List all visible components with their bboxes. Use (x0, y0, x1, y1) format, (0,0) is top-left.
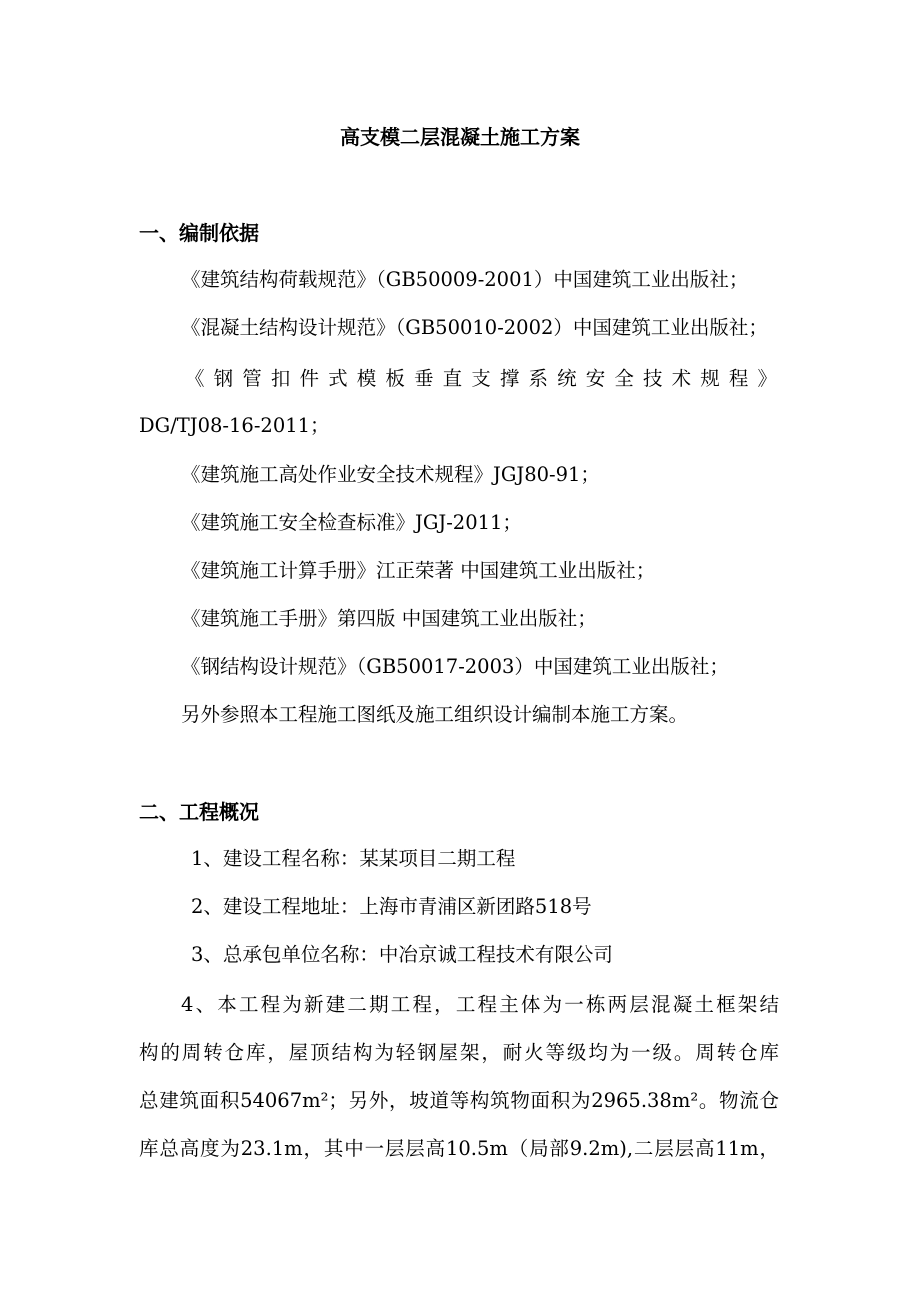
overview-paragraph-line: 4、本工程为新建二期工程，工程主体为一栋两层混凝土框架结 (181, 993, 779, 1016)
reference-line: 《钢管扣件式模板垂直支撑系统安全技术规程》 (185, 367, 777, 390)
section-heading-basis: 一、编制依据 (139, 221, 259, 245)
reference-line: 《建筑施工高处作业安全技术规程》JGJ80-91； (181, 463, 600, 486)
reference-line: 《混凝土结构设计规范》（GB50010-2002）中国建筑工业出版社； (181, 316, 768, 339)
overview-item: 3、总承包单位名称：中冶京诚工程技术有限公司 (191, 943, 613, 966)
reference-line-continued: DG/TJ08-16-2011； (139, 414, 330, 437)
overview-paragraph-line: 库总高度为23.1m，其中一层层高10.5m（局部9.2m),二层层高11m， (139, 1137, 779, 1160)
reference-line: 《建筑结构荷载规范》（GB50009-2001）中国建筑工业出版社； (181, 268, 749, 291)
section-heading-overview: 二、工程概况 (139, 800, 259, 824)
overview-paragraph-line: 总建筑面积54067m²；另外，坡道等构筑物面积为2965.38m²。物流仓 (139, 1089, 779, 1112)
overview-paragraph-line: 构的周转仓库，屋顶结构为轻钢屋架，耐火等级均为一级。周转仓库 (139, 1041, 779, 1064)
reference-line: 《建筑施工手册》第四版 中国建筑工业出版社； (181, 607, 597, 630)
reference-line: 《建筑施工安全检查标准》JGJ-2011； (181, 511, 522, 534)
overview-item: 1、建设工程名称：某某项目二期工程 (191, 847, 516, 870)
document-title: 高支模二层混凝土施工方案 (340, 125, 580, 149)
reference-line: 《建筑施工计算手册》江正荣著 中国建筑工业出版社； (181, 559, 656, 582)
overview-item: 2、建设工程地址：上海市青浦区新团路518号 (191, 895, 592, 918)
reference-note: 另外参照本工程施工图纸及施工组织设计编制本施工方案。 (181, 703, 689, 726)
reference-line: 《钢结构设计规范》（GB50017-2003）中国建筑工业出版社； (181, 655, 729, 678)
